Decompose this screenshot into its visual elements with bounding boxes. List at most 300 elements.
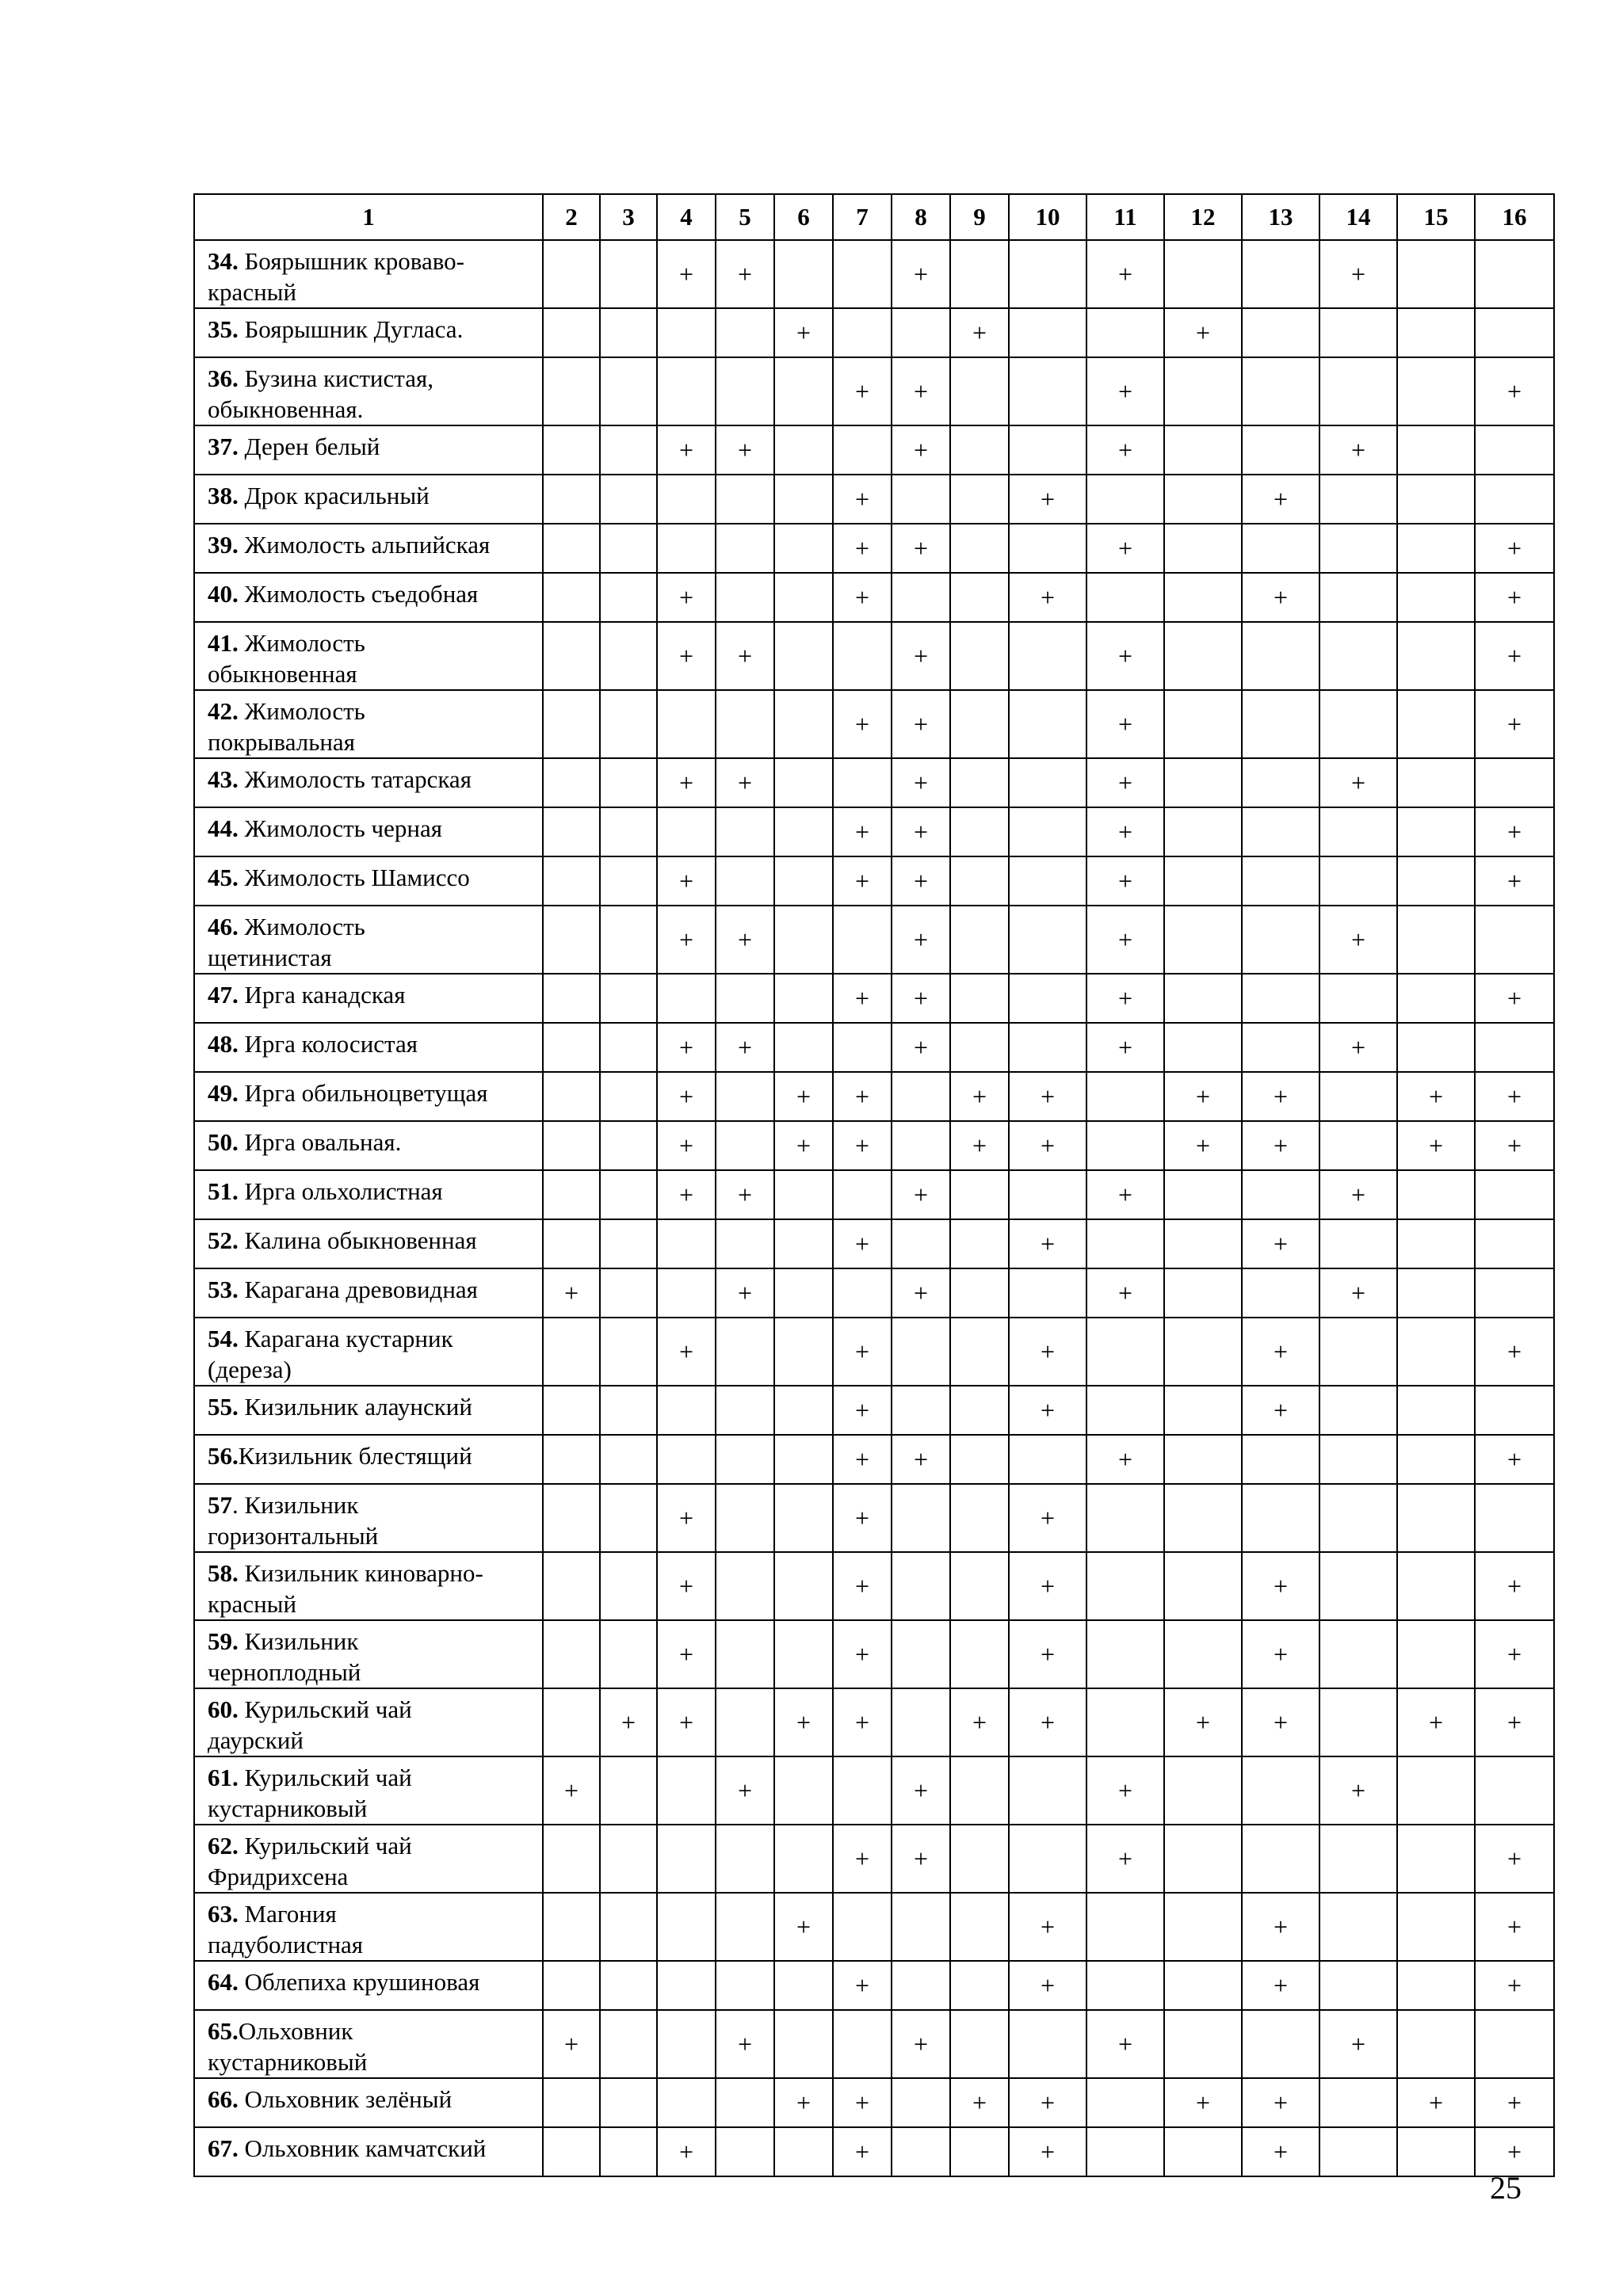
mark-cell [716, 475, 774, 524]
mark-cell [1164, 1318, 1242, 1386]
mark-cell [657, 475, 716, 524]
mark-cell [600, 1072, 657, 1121]
species-name: Карагана древовидная [244, 1276, 478, 1303]
plus-mark: + [1117, 983, 1133, 1013]
mark-cell [833, 1961, 892, 2010]
mark-cell [1009, 1620, 1086, 1688]
mark-cell [892, 1023, 950, 1072]
mark-cell [716, 690, 774, 758]
mark-cell [774, 1825, 833, 1893]
species-name-cell [194, 690, 543, 758]
mark-cell [716, 1825, 774, 1893]
mark-cell [1086, 2010, 1164, 2078]
species-name-continued: горизонтальный [208, 1522, 379, 1550]
mark-cell [1397, 758, 1475, 807]
mark-cell [1319, 906, 1397, 974]
mark-cell [1475, 807, 1554, 856]
species-name: Кизильник [244, 1627, 359, 1655]
mark-cell [1086, 1219, 1164, 1268]
plus-mark: + [913, 768, 929, 797]
mark-cell [657, 1688, 716, 1756]
mark-cell [1475, 1219, 1554, 1268]
plus-mark: + [854, 1503, 870, 1532]
plus-mark: + [854, 1081, 870, 1111]
plus-mark: + [1507, 1912, 1522, 1941]
mark-cell [892, 573, 950, 622]
mark-cell [774, 1484, 833, 1552]
mark-cell [1319, 1756, 1397, 1825]
mark-cell [657, 1620, 716, 1688]
mark-cell [1009, 1268, 1086, 1318]
mark-cell [543, 1484, 600, 1552]
mark-cell [892, 2127, 950, 2176]
mark-cell [1086, 807, 1164, 856]
plus-mark: + [737, 259, 753, 288]
mark-cell [950, 1072, 1009, 1121]
mark-cell [1009, 1435, 1086, 1484]
plus-mark: + [1273, 1131, 1289, 1160]
mark-cell [892, 807, 950, 856]
mark-cell [543, 974, 600, 1023]
species-name-cell [194, 758, 543, 807]
plus-mark: + [972, 1131, 987, 1160]
mark-cell [833, 1268, 892, 1318]
mark-cell [892, 1170, 950, 1219]
plus-mark: + [1040, 1970, 1056, 2000]
species-name-cell [194, 1893, 543, 1961]
mark-cell [1164, 1620, 1242, 1688]
column-header: 14 [1319, 194, 1397, 240]
species-separator [239, 981, 245, 1009]
plus-mark: + [1428, 1131, 1444, 1160]
plus-mark: + [1350, 1775, 1366, 1805]
plus-mark: + [1273, 1571, 1289, 1600]
mark-cell [774, 425, 833, 475]
mark-cell [1242, 1170, 1319, 1219]
plus-mark: + [1195, 1131, 1211, 1160]
mark-cell [543, 1688, 600, 1756]
mark-cell [1319, 622, 1397, 690]
mark-cell [600, 1688, 657, 1756]
mark-cell [1086, 906, 1164, 974]
plus-mark: + [972, 1707, 987, 1737]
mark-cell [716, 1688, 774, 1756]
species-number: 52. [208, 1226, 239, 1254]
mark-cell [833, 1219, 892, 1268]
mark-cell [543, 1756, 600, 1825]
mark-cell [1242, 1893, 1319, 1961]
species-number: 39. [208, 531, 239, 559]
mark-cell [892, 1552, 950, 1620]
mark-cell [657, 573, 716, 622]
plus-mark: + [1273, 1912, 1289, 1941]
plus-mark: + [678, 1639, 694, 1669]
mark-cell [600, 1435, 657, 1484]
mark-cell [833, 856, 892, 906]
plus-mark: + [854, 1337, 870, 1366]
mark-cell [716, 1318, 774, 1386]
plus-mark: + [1507, 1707, 1522, 1737]
plus-mark: + [1040, 582, 1056, 612]
mark-cell [1242, 1268, 1319, 1318]
species-number: 34. [208, 247, 239, 275]
mark-cell [1009, 524, 1086, 573]
mark-cell [950, 1961, 1009, 2010]
species-separator [239, 2085, 245, 2113]
mark-cell [716, 308, 774, 357]
species-separator [239, 1030, 245, 1058]
species-number: 64. [208, 1968, 239, 1996]
species-name-cell [194, 1484, 543, 1552]
mark-cell [1475, 573, 1554, 622]
mark-cell [1164, 2078, 1242, 2127]
species-number: 41. [208, 629, 239, 657]
species-name-continued: даурский [208, 1726, 304, 1754]
mark-cell [1319, 1620, 1397, 1688]
plus-mark: + [1040, 1639, 1056, 1669]
plus-mark: + [1507, 1639, 1522, 1669]
mark-cell [1164, 1170, 1242, 1219]
plus-mark: + [1350, 1180, 1366, 1209]
species-number: 65. [208, 2017, 239, 2045]
species-number: 61. [208, 1764, 239, 1791]
plus-mark: + [913, 376, 929, 406]
species-name-cell [194, 1825, 543, 1893]
species-name-cell [194, 974, 543, 1023]
mark-cell [543, 690, 600, 758]
mark-cell [1319, 2127, 1397, 2176]
mark-cell [1242, 1756, 1319, 1825]
mark-cell [1397, 524, 1475, 573]
mark-cell [600, 690, 657, 758]
mark-cell [950, 1435, 1009, 1484]
species-name: Жимолость [244, 913, 365, 940]
mark-cell [1242, 807, 1319, 856]
species-name-cell [194, 425, 543, 475]
mark-cell [1319, 357, 1397, 425]
mark-cell [950, 690, 1009, 758]
mark-cell [774, 2078, 833, 2127]
table-row [194, 1219, 1554, 1268]
plus-mark: + [854, 1229, 870, 1258]
mark-cell [1475, 425, 1554, 475]
species-name-cell [194, 240, 543, 308]
plus-mark: + [1117, 533, 1133, 563]
mark-cell [600, 2010, 657, 2078]
plus-mark: + [1117, 1278, 1133, 1307]
species-name-continued: покрывальная [208, 728, 355, 756]
mark-cell [1475, 906, 1554, 974]
plus-mark: + [1507, 582, 1522, 612]
plus-mark: + [1507, 1131, 1522, 1160]
mark-cell [1319, 1435, 1397, 1484]
species-name: Облепиха крушиновая [244, 1968, 480, 1996]
mark-cell [1475, 357, 1554, 425]
species-separator [239, 2134, 245, 2162]
species-name: Бузина кистистая, [244, 364, 433, 392]
plus-mark: + [972, 1081, 987, 1111]
mark-cell [1242, 1023, 1319, 1072]
mark-cell [1475, 240, 1554, 308]
mark-cell [1319, 1121, 1397, 1170]
species-separator [239, 364, 245, 392]
mark-cell [774, 1170, 833, 1219]
plus-mark: + [913, 435, 929, 464]
mark-cell [657, 2078, 716, 2127]
mark-cell [774, 1219, 833, 1268]
mark-cell [543, 1072, 600, 1121]
mark-cell [716, 1023, 774, 1072]
species-number: 35. [208, 315, 239, 343]
mark-cell [833, 1386, 892, 1435]
species-name: Жимолость черная [244, 814, 442, 842]
mark-cell [716, 2078, 774, 2127]
species-separator [239, 1393, 245, 1421]
mark-cell [1242, 1219, 1319, 1268]
mark-cell [1242, 524, 1319, 573]
plus-mark: + [1507, 1081, 1522, 1111]
species-name-cell [194, 807, 543, 856]
mark-cell [833, 524, 892, 573]
plus-mark: + [854, 983, 870, 1013]
table-row [194, 1620, 1554, 1688]
species-name-cell [194, 1170, 543, 1219]
mark-cell [1475, 308, 1554, 357]
mark-cell [1475, 1072, 1554, 1121]
species-number: 42. [208, 697, 239, 725]
species-name-cell [194, 573, 543, 622]
table-row [194, 1121, 1554, 1170]
mark-cell [1164, 1386, 1242, 1435]
species-number: 48. [208, 1030, 239, 1058]
mark-cell [543, 425, 600, 475]
species-separator [239, 1325, 245, 1352]
mark-cell [1009, 1756, 1086, 1825]
mark-cell [1242, 1688, 1319, 1756]
mark-cell [1397, 1072, 1475, 1121]
mark-cell [1242, 1484, 1319, 1552]
plus-mark: + [1117, 709, 1133, 738]
plus-mark: + [737, 641, 753, 670]
plus-mark: + [1507, 641, 1522, 670]
mark-cell [1086, 1121, 1164, 1170]
mark-cell [1242, 308, 1319, 357]
mark-cell [543, 2127, 600, 2176]
mark-cell [892, 1072, 950, 1121]
plus-mark: + [796, 2088, 812, 2117]
plus-mark: + [972, 318, 987, 347]
mark-cell [600, 1121, 657, 1170]
mark-cell [892, 1268, 950, 1318]
mark-cell [774, 807, 833, 856]
mark-cell [1242, 974, 1319, 1023]
plus-mark: + [913, 1444, 929, 1474]
mark-cell [950, 807, 1009, 856]
mark-cell [716, 1121, 774, 1170]
mark-cell [600, 573, 657, 622]
mark-cell [774, 524, 833, 573]
plus-mark: + [737, 1032, 753, 1062]
mark-cell [833, 240, 892, 308]
mark-cell [657, 1484, 716, 1552]
mark-cell [716, 1552, 774, 1620]
mark-cell [600, 240, 657, 308]
species-separator [239, 814, 245, 842]
plus-mark: + [737, 1775, 753, 1805]
column-header: 12 [1164, 194, 1242, 240]
species-separator [239, 433, 245, 460]
species-name-cell [194, 1023, 543, 1072]
species-name-continued: (дереза) [208, 1356, 292, 1383]
plus-mark: + [1350, 2029, 1366, 2058]
mark-cell [1475, 1620, 1554, 1688]
mark-cell [892, 856, 950, 906]
mark-cell [716, 1386, 774, 1435]
mark-cell [892, 1121, 950, 1170]
mark-cell [1164, 690, 1242, 758]
plus-mark: + [854, 1970, 870, 2000]
mark-cell [657, 1386, 716, 1435]
plus-mark: + [854, 582, 870, 612]
mark-cell [716, 1620, 774, 1688]
table-row [194, 1435, 1554, 1484]
mark-cell [1164, 1268, 1242, 1318]
mark-cell [1164, 2127, 1242, 2176]
mark-cell [833, 622, 892, 690]
plus-mark: + [678, 1503, 694, 1532]
mark-cell [1475, 475, 1554, 524]
mark-cell [716, 240, 774, 308]
mark-cell [543, 856, 600, 906]
mark-cell [1475, 2078, 1554, 2127]
mark-cell [774, 1318, 833, 1386]
mark-cell [774, 1072, 833, 1121]
species-name: Ольховник камчатский [244, 2134, 487, 2162]
table-row [194, 807, 1554, 856]
mark-cell [1009, 1893, 1086, 1961]
mark-cell [1164, 240, 1242, 308]
mark-cell [774, 1386, 833, 1435]
mark-cell [774, 1756, 833, 1825]
column-header: 7 [833, 194, 892, 240]
mark-cell [1009, 425, 1086, 475]
species-name: . Кизильник [232, 1491, 359, 1519]
plus-mark: + [1273, 1707, 1289, 1737]
mark-cell [950, 2127, 1009, 2176]
mark-cell [1009, 974, 1086, 1023]
mark-cell [1242, 1386, 1319, 1435]
table-row [194, 2127, 1554, 2176]
mark-cell [774, 2010, 833, 2078]
mark-cell [892, 1620, 950, 1688]
mark-cell [1164, 357, 1242, 425]
mark-cell [1475, 1756, 1554, 1825]
plus-mark: + [1507, 866, 1522, 895]
table-row [194, 1688, 1554, 1756]
mark-cell [833, 2127, 892, 2176]
plus-mark: + [1507, 983, 1522, 1013]
mark-cell [1319, 240, 1397, 308]
mark-cell [833, 357, 892, 425]
mark-cell [1397, 2078, 1475, 2127]
plus-mark: + [854, 2088, 870, 2117]
mark-cell [1397, 357, 1475, 425]
species-number: 40. [208, 580, 239, 608]
plus-mark: + [1507, 1844, 1522, 1873]
mark-cell [1319, 1023, 1397, 1072]
mark-cell [1475, 1688, 1554, 1756]
mark-cell [657, 807, 716, 856]
mark-cell [833, 690, 892, 758]
table-body [194, 240, 1554, 2176]
plus-mark: + [1040, 1337, 1056, 1366]
plus-mark: + [1195, 318, 1211, 347]
plus-mark: + [678, 435, 694, 464]
species-name-cell [194, 1552, 543, 1620]
mark-cell [774, 1121, 833, 1170]
mark-cell [1164, 308, 1242, 357]
mark-cell [892, 1688, 950, 1756]
mark-cell [1397, 1552, 1475, 1620]
plus-mark: + [1273, 1337, 1289, 1366]
species-name-cell [194, 2010, 543, 2078]
mark-cell [1086, 1170, 1164, 1219]
mark-cell [543, 1825, 600, 1893]
mark-cell [716, 1961, 774, 2010]
species-separator [239, 247, 245, 275]
plus-mark: + [796, 1131, 812, 1160]
mark-cell [1164, 974, 1242, 1023]
species-name-cell [194, 1072, 543, 1121]
plus-mark: + [1117, 768, 1133, 797]
mark-cell [600, 1219, 657, 1268]
mark-cell [1242, 2127, 1319, 2176]
table-row [194, 1170, 1554, 1219]
species-separator [239, 765, 245, 793]
mark-cell [1397, 1219, 1475, 1268]
mark-cell [1242, 357, 1319, 425]
plus-mark: + [1273, 1639, 1289, 1669]
plus-mark: + [1040, 1571, 1056, 1600]
mark-cell [833, 906, 892, 974]
mark-cell [1164, 1688, 1242, 1756]
species-name-cell [194, 1961, 543, 2010]
mark-cell [1009, 856, 1086, 906]
mark-cell [1319, 2010, 1397, 2078]
species-separator [239, 1276, 245, 1303]
table-row [194, 1756, 1554, 1825]
mark-cell [892, 1484, 950, 1552]
plus-mark: + [678, 2137, 694, 2166]
mark-cell [1475, 2010, 1554, 2078]
mark-cell [833, 1688, 892, 1756]
plus-mark: + [854, 1571, 870, 1600]
mark-cell [543, 622, 600, 690]
mark-cell [774, 1688, 833, 1756]
species-separator [239, 1079, 245, 1107]
mark-cell [833, 308, 892, 357]
plus-mark: + [1117, 1032, 1133, 1062]
plus-mark: + [678, 866, 694, 895]
species-name: Магония [244, 1900, 337, 1928]
mark-cell [716, 807, 774, 856]
species-name-cell [194, 906, 543, 974]
plus-mark: + [1350, 1278, 1366, 1307]
mark-cell [1242, 622, 1319, 690]
species-name: Боярышник кроваво- [244, 247, 464, 275]
mark-cell [716, 1170, 774, 1219]
mark-cell [1086, 974, 1164, 1023]
